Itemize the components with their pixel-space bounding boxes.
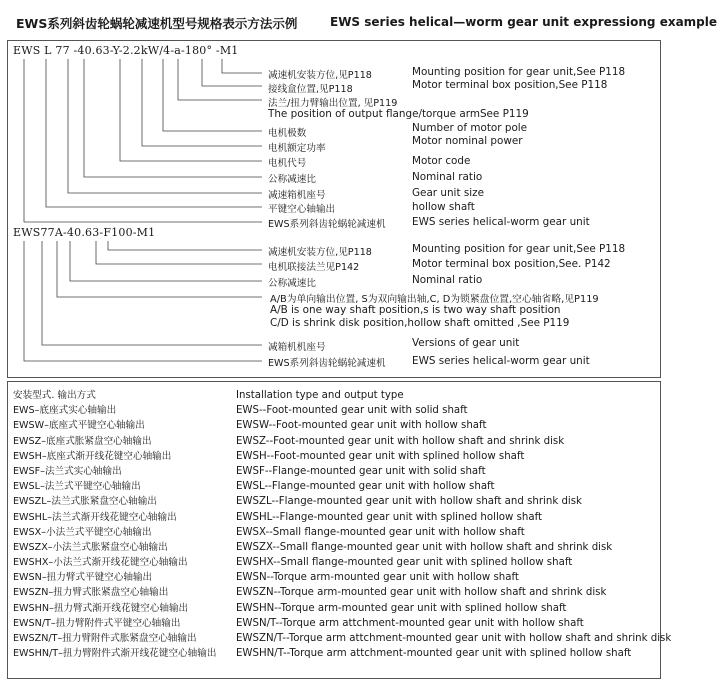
row-type-en: EWSX--Small flange-mounted gear unit with hollow shaft <box>236 526 525 538</box>
row-type-en: EWSN/T--Torque arm attchment-mounted gear unit with hollow shaft <box>236 617 584 629</box>
row-type-cn: EWSW–底座式平键空心轴输出 <box>13 420 145 432</box>
row-type-en: EWSHN/T--Torque arm attchment-mounted gear unit with splined hollow shaft <box>236 648 632 660</box>
row-type-en: EWSL--Flange-mounted gear unit with hollow shaft <box>236 481 495 493</box>
table-row <box>13 616 653 631</box>
ex1-item-6-en: Nominal ratio <box>412 171 483 183</box>
ex1-item-1-en: Motor terminal box position,See P118 <box>412 79 608 91</box>
row-type-cn: EWS–底座式实心轴输出 <box>13 405 117 417</box>
ex2-item-2-en: Nominal ratio <box>412 274 483 286</box>
ex2-item-0-en: Mounting position for gear unit,See P118 <box>412 243 626 255</box>
ex1-item-8-en: hollow shaft <box>412 201 475 213</box>
row-type-en: EWSZ--Foot-mounted gear unit with hollow shaft and shrink disk <box>236 435 565 447</box>
table-row <box>13 601 653 616</box>
ex2-item-1-en: Motor terminal box position,See. P142 <box>412 258 611 270</box>
table-row <box>13 479 653 494</box>
row-type-en: EWSHL--Flange-mounted gear unit with splined hollow shaft <box>236 511 542 523</box>
table-row <box>13 585 653 600</box>
ex1-item-2-en: The position of output flange/torque armSee P119 <box>268 108 529 120</box>
ex2-item-1-cn: 电机联接法兰见P142 <box>268 262 360 273</box>
table-header-cn: 安装型式. 输出方式 <box>13 390 96 401</box>
row-type-cn: EWSZN/T–扭力臂附件式胀紧盘空心轴输出 <box>13 633 197 644</box>
ex2-tail-0-en: Versions of gear unit <box>412 337 520 349</box>
ex1-item-2-cn: 法兰/扭力臂输出位置, 见P119 <box>268 98 398 109</box>
row-type-en: EWSF--Flange-mounted gear unit with solid shaft <box>236 465 486 477</box>
table-row <box>13 434 653 449</box>
table-row <box>13 631 672 646</box>
ex1-item-3-cn: 电机极数 <box>268 128 307 139</box>
table-rows <box>13 403 672 661</box>
ex2-item-2-cn: 公称减速比 <box>268 278 316 289</box>
ex1-item-0-en: Mounting position for gear unit,See P118 <box>412 66 626 78</box>
row-type-en: EWSN--Torque arm-mounted gear unit with hollow shaft <box>236 572 519 584</box>
row-type-cn: EWSHN/T–扭力臂附件式渐开线花键空心轴输出 <box>13 648 217 660</box>
row-type-cn: EWSHX–小法兰式渐开线花键空心轴输出 <box>13 557 188 569</box>
installation-table <box>13 388 672 661</box>
row-type-en: EWSZN/T--Torque arm attchment-mounted gear unit with hollow shaft and shrink disk <box>236 633 672 644</box>
row-type-cn: EWSL–法兰式平键空心轴输出 <box>13 481 141 493</box>
title-cn: EWS系列斜齿轮蜗轮减速机型号规格表示方法示例 <box>16 16 298 31</box>
row-type-en: EWSHX--Small flange-mounted gear unit with splined hollow shaft <box>236 557 573 569</box>
ex1-item-7-cn: 减速箱机座号 <box>268 190 326 201</box>
table-row <box>13 494 653 509</box>
note-line-1: A/B is one way shaft position,s is two way shaft position <box>270 304 561 316</box>
table-row <box>13 403 653 418</box>
row-type-en: EWSZX--Small flange-mounted gear unit with hollow shaft and shrink disk <box>236 541 613 553</box>
note-line-2: C/D is shrink disk position,hollow shaft omitted ,See P119 <box>270 317 570 329</box>
row-type-en: EWSHN--Torque arm-mounted gear unit with splined hollow shaft <box>236 602 567 614</box>
ex1-item-4-en: Motor nominal power <box>412 135 523 147</box>
ex2-tail-1-cn: EWS系列斜齿轮蜗轮减速机 <box>268 358 386 369</box>
row-type-en: EWSZL--Flange-mounted gear unit with hollow shaft and shrink disk <box>236 496 582 508</box>
ex1-item-8-cn: 平键空心轴输出 <box>268 204 336 215</box>
row-type-cn: EWSZL–法兰式胀紧盘空心轴输出 <box>13 496 157 508</box>
row-type-en: EWSZN--Torque arm-mounted gear unit with hollow shaft and shrink disk <box>236 587 607 599</box>
row-type-cn: EWSHN–扭力臂式渐开线花键空心轴输出 <box>13 602 189 614</box>
row-type-cn: EWSZN–扭力臂式胀紧盘空心轴输出 <box>13 587 169 599</box>
ex1-item-4-cn: 电机额定功率 <box>268 143 326 154</box>
ex2-item-0-cn: 减速机安装方位,见P118 <box>268 247 372 258</box>
table-header-en: Installation type and output type <box>236 390 404 401</box>
table-row <box>13 646 653 661</box>
ex1-item-1-cn: 接线盒位置,见P118 <box>268 84 353 95</box>
row-type-cn: EWSZX–小法兰式胀紧盘空心轴输出 <box>13 541 168 553</box>
table-row <box>13 540 653 555</box>
ex2-tail-1-en: EWS series helical-worm gear unit <box>412 355 590 367</box>
row-type-cn: EWSHL–法兰式渐开线花键空心轴输出 <box>13 511 177 523</box>
example1-code: EWS L 77 -40.63-Y-2.2kW/4-a-180° -M1 <box>13 44 239 57</box>
table-row <box>13 570 653 585</box>
row-type-cn: EWSN–扭力臂式平键空心轴输出 <box>13 572 153 584</box>
table-row <box>13 464 653 479</box>
ex1-item-5-cn: 电机代号 <box>268 158 307 169</box>
row-type-cn: EWSX–小法兰式平键空心轴输出 <box>13 526 152 538</box>
note-line-0: A/B为单向输出位置, S为双向输出轴,C, D为锁紧盘位置,空心轴省略,见P119 <box>270 294 599 305</box>
ex1-item-0-cn: 减速机安装方位,见P118 <box>268 70 372 81</box>
title-en: EWS series helical—worm gear unit expressiong example <box>330 15 717 29</box>
ex2-tail-0-cn: 减箱机机座号 <box>268 342 326 353</box>
table-row <box>13 418 653 433</box>
row-type-en: EWS--Foot-mounted gear unit with solid shaft <box>236 405 468 417</box>
row-type-cn: EWSH–底座式渐开线花键空心轴输出 <box>13 450 172 462</box>
ex1-item-6-cn: 公称减速比 <box>268 174 316 185</box>
row-type-en: EWSH--Foot-mounted gear unit with splined hollow shaft <box>236 450 525 462</box>
table-row <box>13 555 653 570</box>
ex1-item-7-en: Gear unit size <box>412 187 484 199</box>
row-type-cn: EWSF–法兰式实心轴输出 <box>13 465 122 477</box>
row-type-cn: EWSZ–底座式胀紧盘空心轴输出 <box>13 435 152 447</box>
table-row <box>13 510 653 525</box>
table-row <box>13 449 653 464</box>
example2-code: EWS77A-40.63-F100-M1 <box>13 226 156 239</box>
ex1-item-9-cn: EWS系列斜齿轮蜗轮减速机 <box>268 219 386 230</box>
ex1-item-5-en: Motor code <box>412 155 471 167</box>
ex1-item-9-en: EWS series helical-worm gear unit <box>412 216 590 228</box>
ex1-item-3-en: Number of motor pole <box>412 122 528 134</box>
table-row <box>13 525 653 540</box>
table-header-row <box>13 388 653 403</box>
row-type-cn: EWSN/T–扭力臂附件式平键空心轴输出 <box>13 617 181 629</box>
row-type-en: EWSW--Foot-mounted gear unit with hollow shaft <box>236 420 487 432</box>
